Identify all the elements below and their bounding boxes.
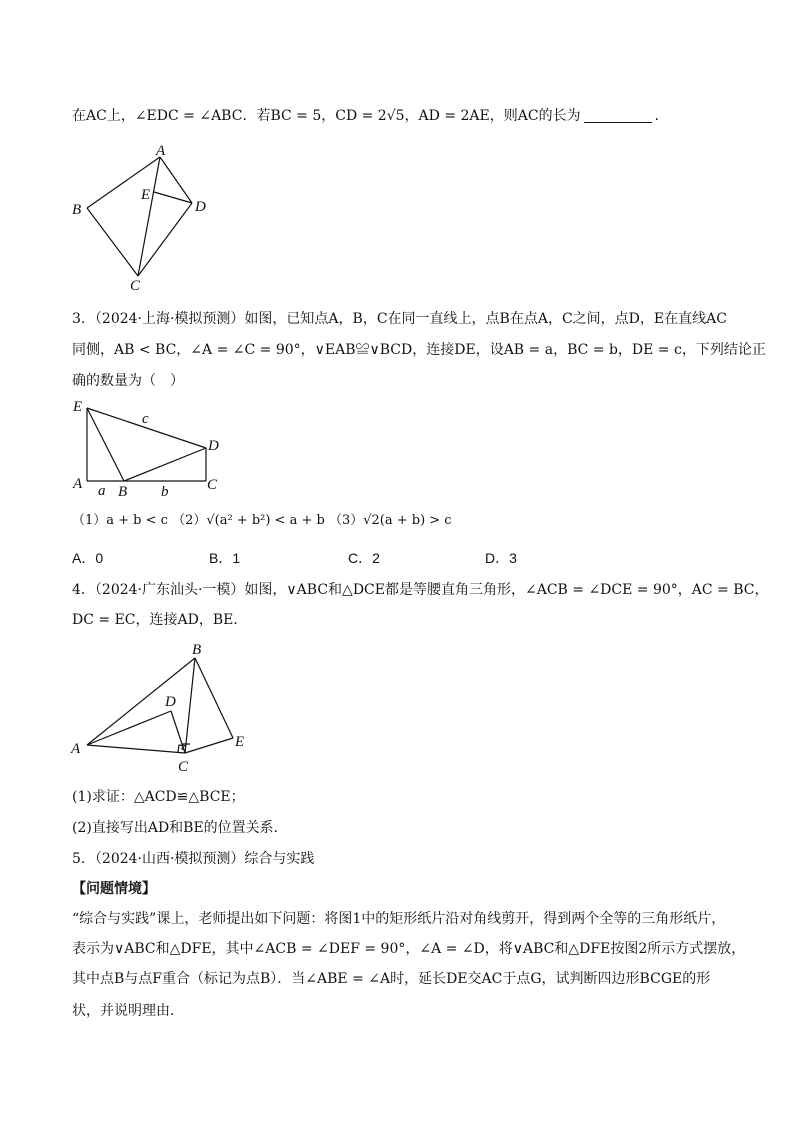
q5-line-2: “综合与实践”课上，老师提出如下问题：将图1中的矩形纸片沿对角线剪开，得到两个全等的三角形纸片， [72, 911, 726, 927]
q4-label-c: C [178, 759, 189, 775]
answer-blank [584, 108, 652, 123]
q3-label-d: D [208, 438, 219, 454]
q3-label-c: C [207, 477, 218, 493]
q3-conclusions: （1）a + b < c （2）√(a² + b²) < a + b （3）√2(a + b) > c [72, 513, 452, 528]
q2-segment-ac [138, 157, 160, 276]
q4-segment-ab [87, 658, 195, 745]
q3-line-1: 3．（2024·上海·模拟预测）如图，已知点A，B，C在同一直线上，点B在点A，C之间，点D，E在直线AC [72, 311, 727, 327]
q3-segment-bd [124, 448, 206, 481]
q2-label-e: E [141, 187, 151, 203]
q5-line-1: 5．（2024·山西·模拟预测）综合与实践 [72, 851, 315, 867]
q2-segment-bc [87, 208, 138, 276]
q4-segment-ad [87, 711, 171, 745]
q3-option-d[interactable]: D．3 [485, 550, 517, 566]
q2-label-d: D [195, 199, 206, 215]
q3-label-b: B [118, 484, 128, 500]
q4-sub-2: (2)直接写出AD和BE的位置关系． [72, 820, 288, 836]
q5-line-3: 表示为∨ABC和△DFE，其中∠ACB = ∠DEF = 90°，∠A = ∠D，将∨ABC和△DFE按图2所示方式摆放， [72, 941, 746, 957]
q3-label-a-lower: a [98, 483, 106, 499]
q2-period: ． [654, 108, 669, 124]
q4-segment-bc [185, 658, 195, 753]
q2-segment-cd [138, 203, 192, 276]
q4-line-1: 4．（2024·广东汕头·一模）如图，∨ABC和△DCE都是等腰直角三角形，∠ACB = ∠DCE = 90°，AC = BC， [72, 582, 769, 598]
q2-text-line [72, 106, 669, 126]
q3-label-e: E [73, 399, 83, 415]
q3-option-b[interactable]: B．1 [209, 550, 241, 566]
q3-line-2: 同侧，AB < BC，∠A = ∠C = 90°，∨EAB≌∨BCD，连接DE，设AB = a，BC = b，DE = c，下列结论正 [72, 342, 766, 358]
q2-figure [60, 140, 230, 295]
q4-segment-be [195, 658, 233, 738]
q2-segment-ed [154, 192, 192, 203]
q3-label-c-lower: c [142, 411, 149, 427]
q5-line-5: 状，并说明理由． [72, 1003, 184, 1019]
q4-figure [65, 638, 265, 778]
q4-sub-1: (1)求证：△ACD≌△BCE； [72, 789, 245, 805]
q3-figure [70, 395, 230, 500]
q2-label-c: C [130, 278, 141, 294]
q3-option-c[interactable]: C．2 [348, 550, 380, 566]
q2-label-b: B [72, 202, 82, 218]
q5-heading: 【问题情境】 [72, 881, 156, 897]
q4-line-2: DC = EC，连接AD，BE． [72, 612, 248, 628]
q4-label-a: A [71, 741, 81, 757]
q4-label-d: D [165, 694, 176, 710]
q4-segment-ac [87, 745, 185, 753]
q3-option-a[interactable]: A．0 [72, 550, 104, 566]
q3-line-3: 确的数量为（ ） [72, 373, 184, 389]
q2-segment-da [160, 157, 192, 203]
q5-line-4: 其中点B与点F重合（标记为点B）．当∠ABE = ∠A时，延长DE交AC于点G，试判断四边形BCGE的形 [72, 971, 711, 987]
q2-label-a: A [156, 143, 166, 159]
q4-label-e: E [235, 734, 245, 750]
q3-label-b-lower: b [161, 484, 169, 500]
q3-label-a: A [73, 476, 83, 492]
q4-label-b: B [192, 642, 202, 658]
q4-segment-ce [185, 738, 233, 753]
q2-statement: 在AC上，∠EDC = ∠ABC．若BC = 5，CD = 2√5，AD = 2AE，则AC的长为 [72, 108, 581, 124]
